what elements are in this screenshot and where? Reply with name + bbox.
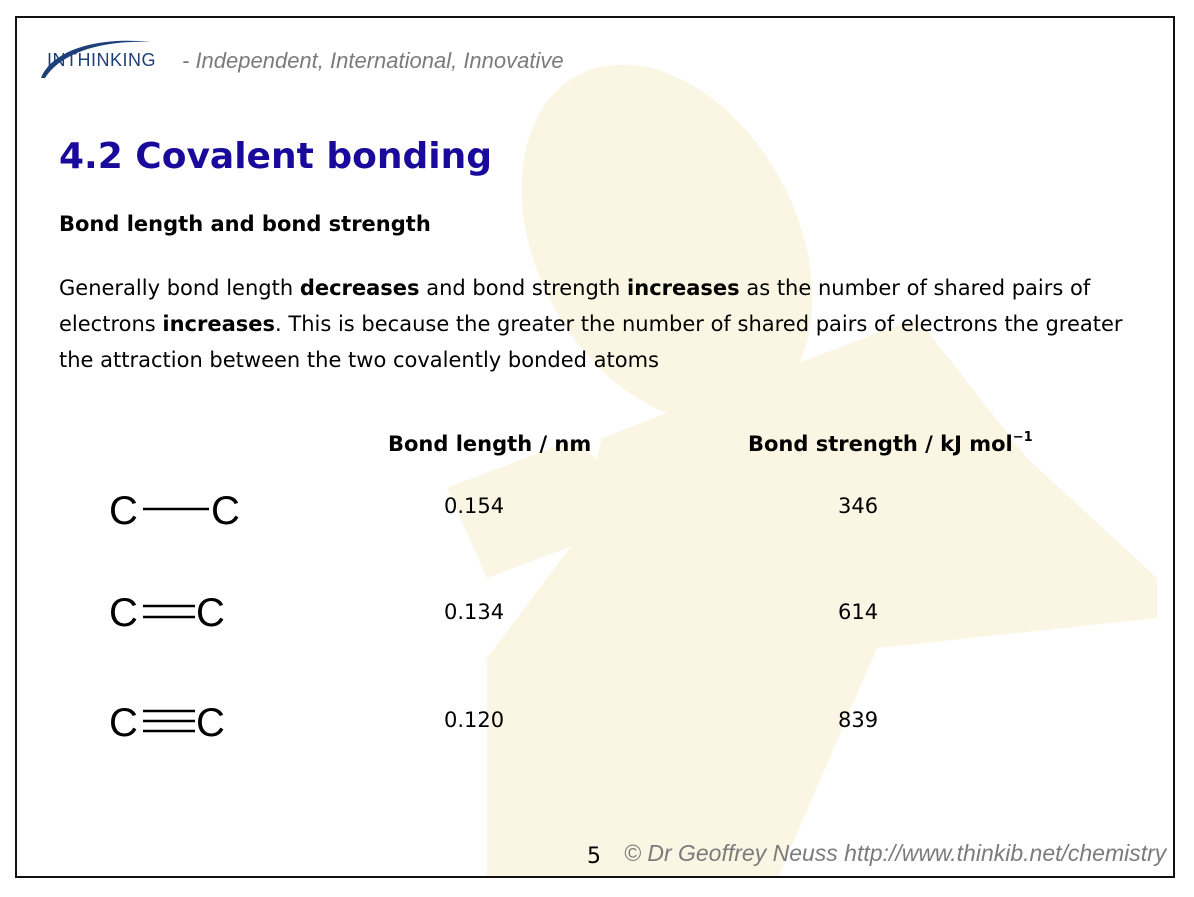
body-text-2: and bond strength xyxy=(419,276,628,300)
double-bond-formula xyxy=(109,586,234,636)
section-subtitle: Bond length and bond strength xyxy=(59,212,431,236)
emphasis-decreases: decreases xyxy=(299,276,420,300)
row1-strength: 346 xyxy=(838,494,879,518)
body-paragraph xyxy=(59,270,1149,378)
column-header-strength xyxy=(748,432,1033,456)
single-bond-formula xyxy=(109,484,254,534)
atom-right: C xyxy=(196,591,225,635)
body-text-1: Generally bond length xyxy=(59,276,300,300)
triple-bond-formula xyxy=(109,696,234,746)
page-title: 4.2 Covalent bonding xyxy=(59,136,492,177)
row3-strength: 839 xyxy=(838,708,879,732)
body-text-3: as the number of shared pairs of electrons xyxy=(59,276,1091,336)
column-header-length: Bond length / nm xyxy=(388,432,592,456)
row3-length: 0.120 xyxy=(444,708,505,732)
page-number: 5 xyxy=(587,844,601,869)
slide xyxy=(15,16,1175,878)
atom-left: C xyxy=(109,489,138,533)
logo-text: INTHINKING xyxy=(47,50,157,70)
copyright-text: © Dr Geoffrey Neuss http://www.thinkib.net/chemistry xyxy=(624,840,1167,866)
row2-strength: 614 xyxy=(838,600,879,624)
body-text-4: . This is because the greater the number of shared pairs of electrons the greater the attraction between the two covalently bonded atoms xyxy=(59,312,1123,372)
row2-length: 0.134 xyxy=(444,600,505,624)
column-header-strength-sup: −1 xyxy=(1012,430,1033,445)
tagline: - Independent, International, Innovative xyxy=(182,48,564,73)
atom-left: C xyxy=(109,701,138,745)
atom-right: C xyxy=(211,489,240,533)
atom-right: C xyxy=(196,701,225,745)
row1-length: 0.154 xyxy=(444,494,505,518)
emphasis-increases: increases xyxy=(627,276,740,300)
column-header-strength-text: Bond strength / kJ mol xyxy=(748,432,1013,456)
atom-left: C xyxy=(109,591,138,635)
emphasis-increases-2: increases xyxy=(162,312,276,336)
